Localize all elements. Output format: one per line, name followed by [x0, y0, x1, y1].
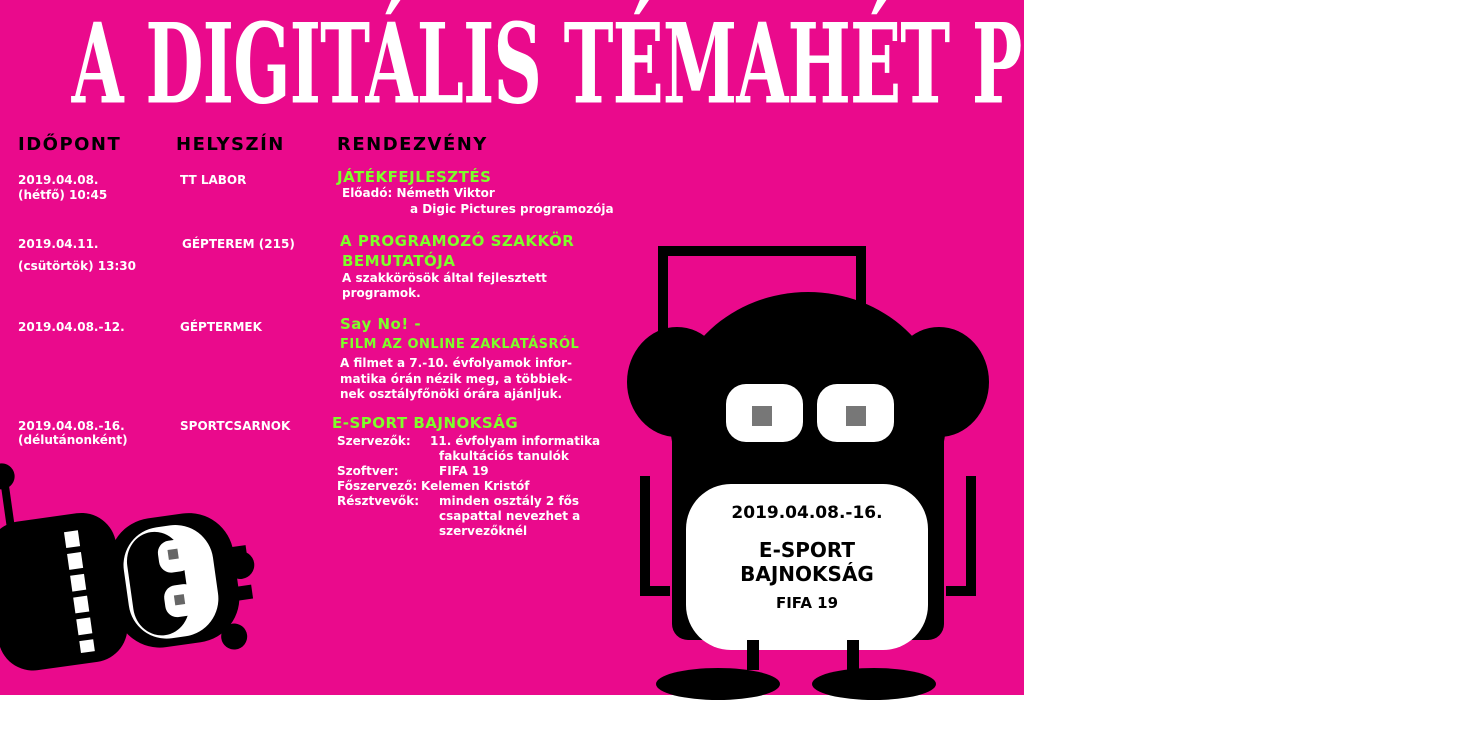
row4-detail-label: Szervezők: — [337, 434, 411, 448]
row4-detail-value: csapattal nevezhet a — [439, 509, 581, 523]
row3-event-title: FILM AZ ONLINE ZAKLATÁSRÓL — [340, 337, 580, 352]
row3-place: GÉPTERMEK — [180, 320, 262, 334]
row4-detail-value: FIFA 19 — [439, 464, 489, 478]
row1-day-time: (hétfő) 10:45 — [18, 188, 108, 202]
row4-detail-label: Résztvevők: — [337, 494, 420, 508]
row3-detail: nek osztályfőnöki órára ajánljuk. — [340, 387, 563, 401]
row2-detail: programok. — [342, 286, 421, 300]
header-date: IDŐPONT — [18, 134, 122, 155]
row3-date: 2019.04.08.-12. — [18, 320, 125, 334]
row4-detail-value: fakultációs tanulók — [439, 449, 569, 463]
sign-date: 2019.04.08.-16. — [731, 503, 883, 523]
row4-event-title: E-SPORT BAJNOKSÁG — [332, 414, 519, 432]
row4-detail-label: Főszervező: — [337, 479, 418, 493]
row1-detail: Előadó: Németh Viktor — [342, 186, 495, 200]
header-place: HELYSZÍN — [176, 134, 285, 155]
row1-place: TT LABOR — [180, 173, 247, 187]
sign-game: FIFA 19 — [775, 594, 839, 612]
row4-time-note: (délutánonként) — [18, 433, 128, 447]
row2-detail: A szakkörösök által fejlesztett — [342, 271, 547, 285]
header-event: RENDEZVÉNY — [337, 134, 488, 155]
sign-line2: BAJNOKSÁG — [740, 562, 874, 586]
row1-date: 2019.04.08. — [18, 173, 99, 187]
row4-detail-label: Szoftver: — [337, 464, 399, 478]
row2-event-title: A PROGRAMOZÓ SZAKKÖR — [340, 232, 575, 250]
row4-date: 2019.04.08.-16. — [18, 419, 125, 433]
row1-event-title: JÁTÉKFEJLESZTÉS — [337, 168, 492, 186]
row3-detail: A filmet a 7.-10. évfolyamok infor- — [340, 356, 573, 370]
big-robot — [627, 246, 989, 700]
row4-detail-value: minden osztály 2 fős — [439, 494, 580, 508]
row2-place: GÉPTEREM (215) — [182, 237, 295, 251]
row4-detail-value: szervezőknél — [439, 524, 528, 538]
row2-date: 2019.04.11. — [18, 237, 99, 251]
row2-day-time: (csütörtök) 13:30 — [18, 259, 137, 273]
row1-detail: a Digic Pictures programozója — [410, 202, 614, 216]
row4-detail-value: 11. évfolyam informatika — [430, 434, 601, 448]
row4-detail-value: Kelemen Kristóf — [421, 479, 530, 493]
row4-place: SPORTCSARNOK — [180, 419, 291, 433]
row2-event-title: BEMUTATÓJA — [342, 252, 456, 270]
row3-detail: matika órán nézik meg, a többiek- — [340, 372, 573, 386]
poster-title: A DIGITÁLIS TÉMAHÉT PROGRAMJAI — [71, 0, 1482, 130]
sign-line1: E-SPORT — [758, 538, 856, 562]
row3-event-title: Say No! - — [340, 315, 422, 333]
small-robot — [0, 430, 266, 682]
